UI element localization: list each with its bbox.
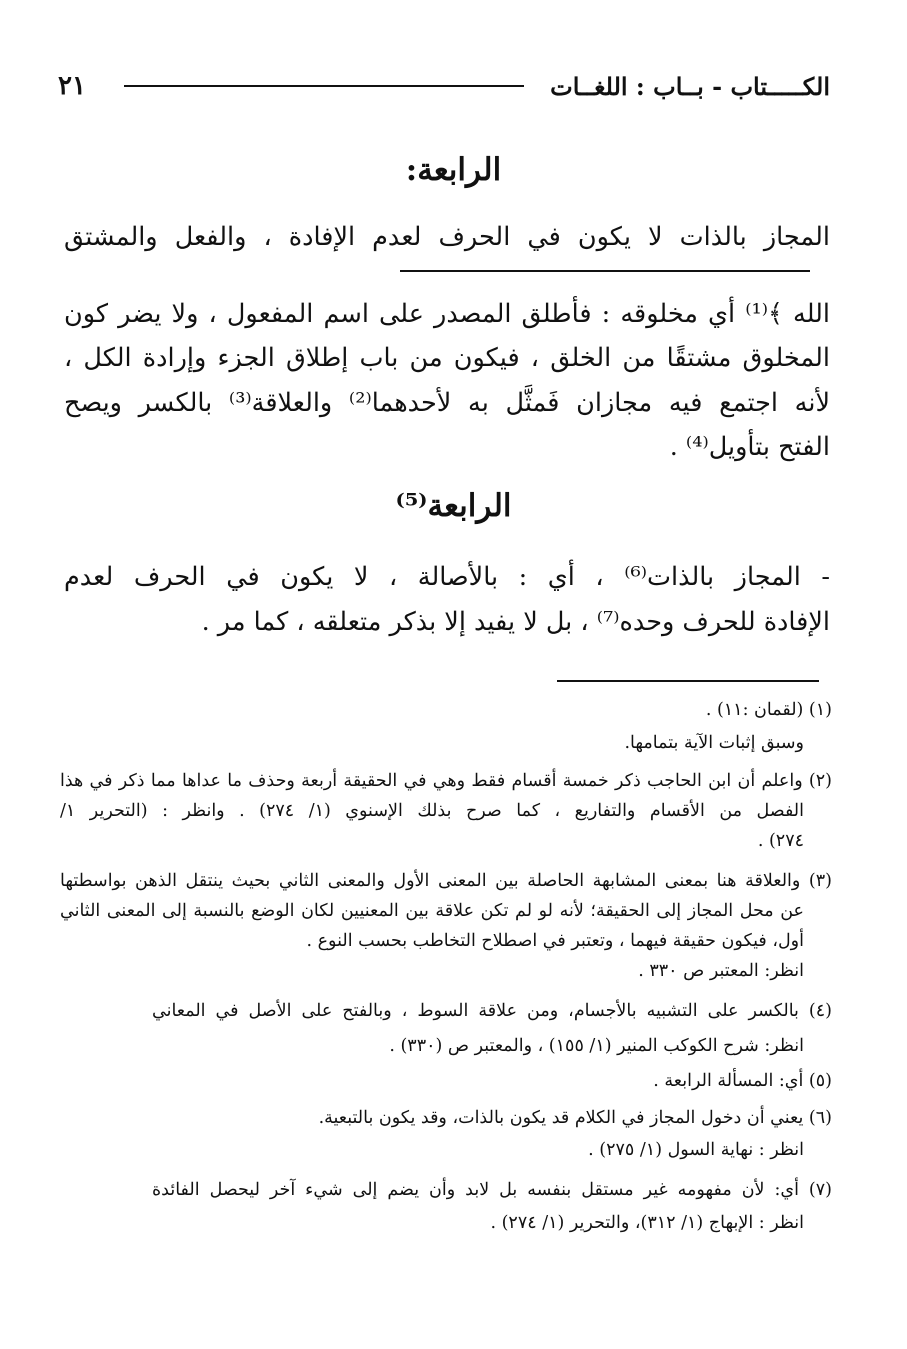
header-rule [124,85,524,87]
commentary-line: الله ﴾⁽¹⁾ أي مخلوقه : فأطلق المصدر على اسم المفعول ، ولا يضر كون [64,299,831,329]
page-number: ٢١ [58,71,86,101]
footnote-line: (١) (لقمان :١١) . [705,700,832,720]
footnote-line: انظر: المعتبر ص ٣٣٠ . [638,961,804,981]
footnote-line: الفصل من الأقسام والتفاريع ، كما صرح بذلك الإسنوي (١/ ٢٧٤) . وانظر : (التحرير ١/ [60,801,804,821]
footnote-line: (٢) واعلم أن ابن الحاجب ذكر خمسة أقسام فقط وهي في الحقيقة أربعة وحذف ما عداها مما ذكر في هذا [60,771,832,791]
footnote-line: انظر: شرح الكوكب المنير (١/ ١٥٥) ، والمعتبر ص (٣٣٠) . [389,1036,804,1056]
matn-underline [400,270,810,272]
footnote-line: انظر : نهاية السول (١/ ٢٧٥) . [588,1140,804,1160]
footnote-line: (٦) يعني أن دخول المجاز في الكلام قد يكون بالذات، وقد يكون بالتبعية. [318,1108,832,1128]
commentary-line: - المجاز بالذات⁽⁶⁾ ، أي : بالأصالة ، لا يكون في الحرف لعدم [64,562,830,592]
footnote-line: (٧) أي: لأن مفهومه غير مستقل بنفسه بل لابد وأن يضم إلى شيء آخر ليحصل الفائدة [152,1180,832,1200]
commentary-line: الفتح بتأويل⁽⁴⁾ . [669,432,830,462]
footnote-line: وسبق إثبات الآية بتمامها. [624,733,804,753]
commentary-line: لأنه اجتمع فيه مجازان فَمثَّل به لأحدهما⁽²⁾ والعلاقة⁽³⁾ بالكسر ويصح [64,388,830,418]
section-heading-second: الرابعة⁽⁵⁾ [395,488,512,524]
footnote-line: ٢٧٤) . [757,831,804,851]
footnote-line: (٣) والعلاقة هنا بمعنى المشابهة الحاصلة بين المعنى الأول والمعنى الثاني بحيث ينتقل الذهن بواسطتها [60,871,832,891]
matn-line: المجاز بالذات لا يكون في الحرف لعدم الإفادة ، والفعل والمشتق [64,222,830,252]
footnote-line: (٤) بالكسر على التشبيه بالأجسام، ومن علاقة السوط ، وبالفتح على الأصل في المعاني [152,1001,832,1021]
section-heading-first: الرابعة: [405,152,502,188]
footnote-line: أول، فيكون حقيقة فيهما ، وتعتبر في اصطلاح التخاطب بحسب النوع . [306,931,804,951]
running-header [58,66,830,106]
footnote-line: (٥) أي: المسألة الرابعة . [653,1071,832,1091]
commentary-line: الإفادة للحرف وحده⁽⁷⁾ ، بل لا يفيد إلا بذكر متعلقه ، كما مر . [201,607,830,637]
footnote-separator [557,680,819,682]
running-title: الكـــــتاب - بــاب : اللغــات [550,71,830,101]
commentary-line: المخلوق مشتقًا من الخلق ، فيكون من باب إطلاق الجزء وإرادة الكل ، [64,343,830,373]
footnote-line: انظر : الإبهاج (١/ ٣١٢)، والتحرير (١/ ٢٧٤) . [490,1213,804,1233]
footnote-line: عن محل المجاز إلى الحقيقة؛ لأنه لو لم تكن علاقة بين المعنيين لكان الوضع بالنسبة إلى المعنى الثاني [60,901,804,921]
